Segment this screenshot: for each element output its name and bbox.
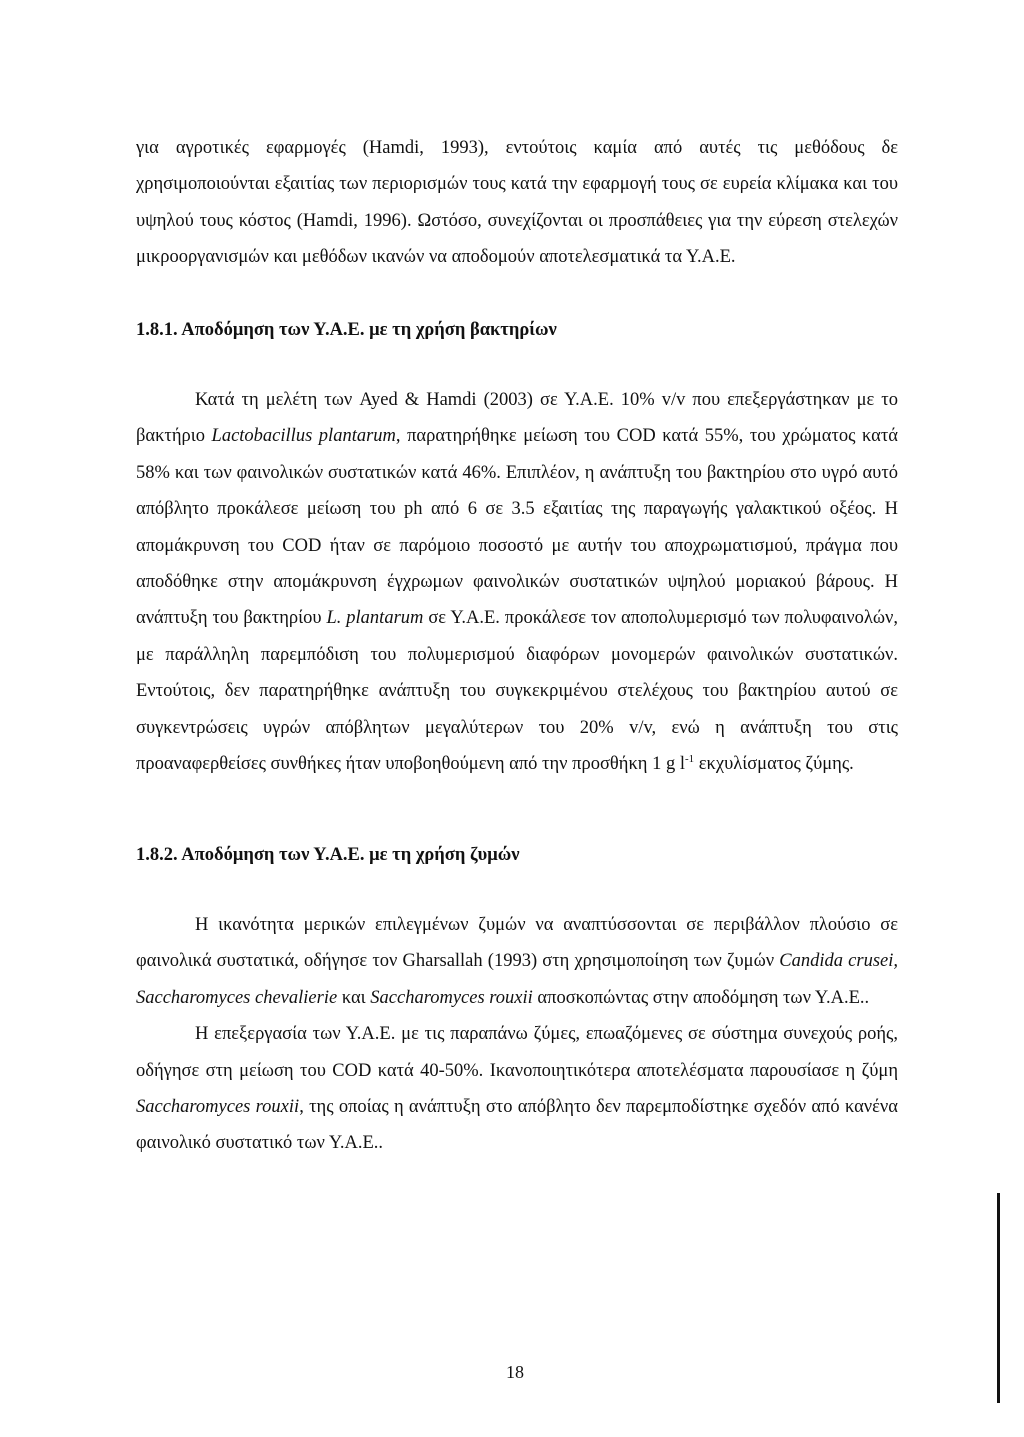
intro-paragraph: για αγροτικές εφαρμογές (Hamdi, 1993), εντούτοις καμία από αυτές τις μεθόδους δε χρησιμοποιούνται εξαιτίας των περιορισμών τους κατά την εφαρμογή τους σε ευρεία κλίμακα και του υψηλού τους κόστος (Hamdi, 1996). Ωστόσο, συνεχίζονται οι προσπάθειες για την εύρεση στελεχών μικροοργανισμών και μεθόδων ικανών να αποδομούν αποτελεσματικά τα Υ.Α.Ε. xyxy=(136,138,898,268)
text-run: , παρατηρήθηκε μείωση του COD κατά 55%, του χρώματος κατά 58% και των φαινολικών συστατικών κατά 46%. Επιπλέον, η ανάπτυξη του βακτηρίου στο υγρό αυτό απόβλητο προκάλεσε μείωση του ph από 6 σε 3.5 εξαιτίας της παραγωγής γαλακτικού οξέος. Η απομάκρυνση του COD ήταν σε παρόμοιο ποσοστό με αυτήν του αποχρωματισμού, πράγμα που αποδόθηκε στην απομάκρυνση έγχρωμων φαινολικών συστατικών υψηλού μοριακού βάρους. Η ανάπτυξη του βακτηρίου xyxy=(136,426,898,629)
text-run: Η ικανότητα μερικών επιλεγμένων ζυμών να αναπτύσσονται σε περιβάλλον πλούσιο σε φαινολικά συστατικά, οδήγησε τον Gharsallah (1993) στη χρησιμοποίηση των ζυμών xyxy=(136,914,898,972)
species-name: Saccharomyces rouxii xyxy=(370,987,533,1008)
section-1-paragraph xyxy=(136,382,898,782)
text-run: αποσκοπώντας στην αποδόμηση των Υ.Α.Ε.. xyxy=(532,987,870,1008)
species-name: Candida crusei, Saccharomyces chevalierie xyxy=(136,951,898,1008)
section-2-paragraph-1 xyxy=(136,907,898,1016)
section-2-paragraph-2 xyxy=(136,1016,898,1162)
species-name: Saccharomyces rouxii xyxy=(136,1096,300,1117)
text-run: εκχυλίσματος ζύμης. xyxy=(694,754,854,775)
text-run: σε Υ.Α.Ε. προκάλεσε τον αποπολυμερισμό των πολυφαινολών, με παράλληλη παρεμπόδιση του πολυμερισμού διαφόρων μονομερών φαινολικών συστατικών. Εντούτοις, δεν παρατηρήθηκε ανάπτυξη του συγκεκριμένου στελέχους του βακτηρίου αυτού σε συγκεντρώσεις υγρών απόβλητων μεγαλύτερων του 20% v/v, ενώ η ανάπτυξη του στις προαναφερθείσες συνθήκες ήταν υποβοηθούμενη από την προσθήκη 1 g l xyxy=(136,608,898,775)
document-page xyxy=(136,130,898,1162)
text-run: και xyxy=(337,987,371,1008)
text-run: Κατά τη μελέτη των Ayed & Hamdi (2003) σε Υ.Α.Ε. 10% v/v που επεξεργάστηκαν με το βακτήριο xyxy=(136,390,898,447)
species-name: Lactobacillus plantarum xyxy=(211,426,396,447)
superscript: -1 xyxy=(684,752,695,765)
text-run: Η επεξεργασία των Υ.Α.Ε. με τις παραπάνω ζύμες, επωαζόμενες σε σύστημα συνεχούς ροής, οδήγησε στη μείωση του COD κατά 40-50%. Ικανοποιητικότερα αποτελέσματα παρουσίασε η ζύμη xyxy=(136,1024,898,1081)
margin-rule xyxy=(997,1193,1000,1403)
section-heading-1-8-2: 1.8.2. Αποδόμηση των Υ.Α.Ε. με τη χρήση ζυμών xyxy=(136,844,520,865)
section-heading-1-8-1: 1.8.1. Αποδόμηση των Υ.Α.Ε. με τη χρήση βακτηρίων xyxy=(136,319,557,340)
page-number: 18 xyxy=(506,1362,524,1382)
species-name: L. plantarum xyxy=(326,608,424,629)
text-run: , της οποίας η ανάπτυξη στο απόβλητο δεν παρεμποδίστηκε σχεδόν από κανένα φαινολικό συστατικό των Υ.Α.Ε.. xyxy=(136,1096,898,1154)
